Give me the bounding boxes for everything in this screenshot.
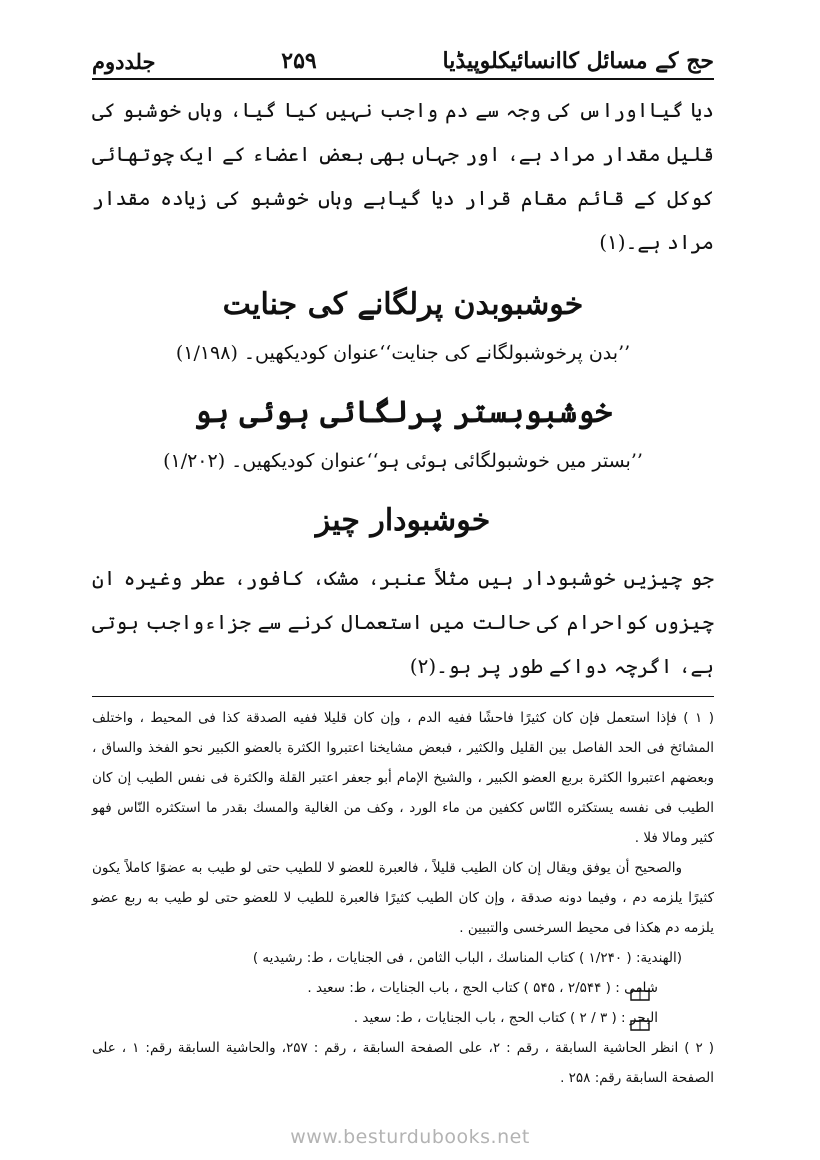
page-number: ۲۵۹ — [281, 48, 317, 74]
cross-reference-number: (۱/۲۰۲) — [163, 450, 226, 472]
fragrant-thing-paragraph: جو چیزیں خوشبودار ہیں مثلاً عنبر، مشک، کافور، عطر وغیرہ ان چیزوں کواحرام کی حالت میں استعمال کرنے سے جزاءواجب ہوتی ہے، اگرچہ دواکے طور پر ہو۔(۲) — [92, 566, 714, 678]
book-icon — [662, 982, 682, 994]
book-icon — [662, 1012, 682, 1024]
footnote-1-source-hindiya: (الهندية: ( ۱/۲۴۰ ) كتاب المناسك ، الباب الثامن ، فى الجنايات ، ط: رشيديه ) — [252, 950, 682, 966]
book-title: حج کے مسائل کاانسائیکلوپیڈیا — [442, 48, 714, 74]
cross-reference-number: (۱/۱۹۸) — [175, 342, 238, 364]
section-heading-fragrant-thing: خوشبودار چیز — [315, 503, 491, 538]
cross-reference-text: ’’بدن پرخوشبولگانے کی جنایت‘‘عنوان کودیکھیں۔ — [243, 342, 631, 364]
page-header — [92, 34, 714, 80]
footnote-1-text: ( ۱ ) فإذا استعمل فإن كان كثيرًا فاحشًا ففيه الدم ، وإن كان قليلا ففيه الصدقة كذا فى المحيط ، واختلف المشائخ فى الحد الفاصل بين القليل والكثير ، فبعض مشايخنا اعتبروا الكثرة بالعضو الكبير نحو الفخذ والساق ، وبعضهم اعتبروا الكثرة بربع العضو الكبير ، والشيخ الإمام أبو جعفر اعتبر القلة والكثرة فى نفس الطيب إن كان الطيب فى نفسه يستكثره النّاس ككفين من ماء الورد ، وكف من الغالية والمسك بقدر ما استكثره النّاس فهو كثير ومالا فلا . — [92, 710, 714, 846]
footnote-divider — [92, 696, 714, 697]
section-heading-bed-perfume: خوشبوبستر پرلگائی ہوئی ہو — [193, 395, 613, 430]
footnote-1-source-bahr: البحر : ( ۳ / ۲ ) كتاب الحج ، باب الجنايات ، ط: سعيد . — [92, 1003, 714, 1033]
footnote-2-text: ( ۲ ) انظر الحاشية السابقة ، رقم : ۲، على الصفحة السابقة ، رقم : ۲۵۷، والحاشية السابقة رقم: ۱ ، على الصفحة السابقة رقم: ۲۵۸ . — [92, 1040, 715, 1086]
website-footer: www.besturdubooks.net — [290, 1126, 530, 1148]
page — [92, 34, 714, 1093]
intro-paragraph: دیا گیااوراس کی وجہ سے دم واجب نہیں کیا گیا، وہاں خوشبو کی قلیل مقدار مراد ہے، اور جہاں بھی بعض اعضاء کے ایک چوتھائی کوکل کے قائم مقام قرار دیا گیاہے وہاں خوشبو کی زیادہ مقدار مراد ہے۔(۱) — [92, 98, 714, 254]
cross-reference-2 — [92, 442, 714, 480]
cross-reference-text: ’’بستر میں خوشبولگائی ہوئی ہو‘‘عنوان کودیکھیں۔ — [231, 450, 643, 472]
cross-reference-1 — [92, 334, 714, 372]
footnote-1-source-shami: شامى : ( ۲/۵۴۴ ، ۵۴۵ ) كتاب الحج ، باب الجنايات ، ط: سعيد . — [92, 973, 714, 1003]
footnote-1-continuation: والصحيح أن يوفق ويقال إن كان الطيب قليلاً ، فالعبرة للعضو لا للطيب حتى لو طيب به عضوًا كاملاً يكون كثيرًا يلزمه دم ، وفيما دونه صدقة ، وإن كان الطيب كثيرًا فالعبرة للطيب لا للعضو حتى لو طيب به ربع عضو يلزمه دم هكذا فى محيط السرخسى والتبيين . — [92, 860, 714, 936]
volume-label: جلددوم — [92, 49, 156, 74]
section-heading-body-perfume: خوشبوبدن پرلگانے کی جنایت — [222, 287, 584, 322]
